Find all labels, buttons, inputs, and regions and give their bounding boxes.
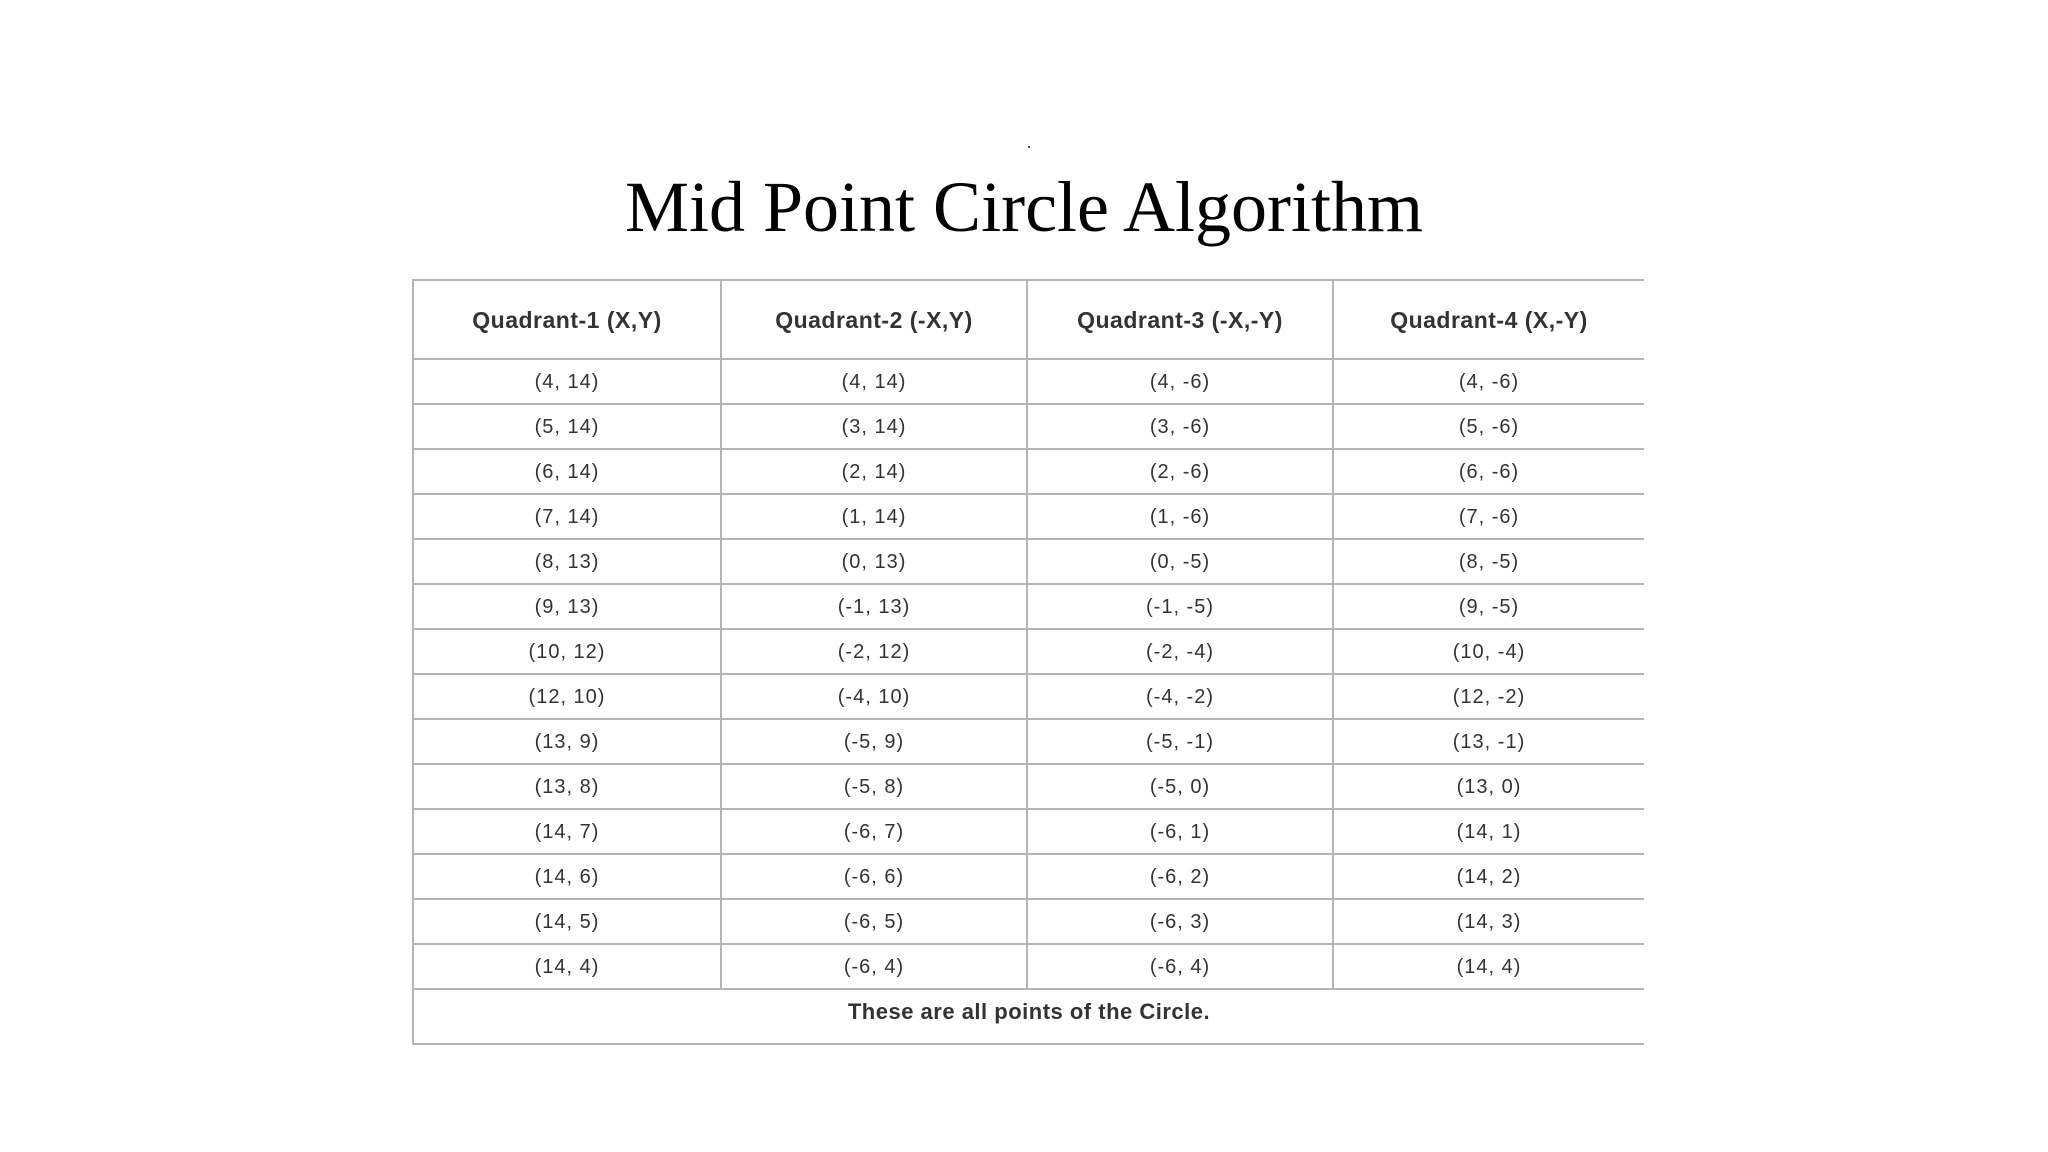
table-cell-quadrant-1: (14, 4) bbox=[413, 944, 721, 989]
table-cell-quadrant-3: (2, -6) bbox=[1027, 449, 1333, 494]
table-cell-quadrant-4: (8, -5) bbox=[1333, 539, 1644, 584]
header-quadrant-2: Quadrant-2 (-X,Y) bbox=[721, 280, 1027, 359]
table-cell-quadrant-1: (8, 13) bbox=[413, 539, 721, 584]
table-cell-quadrant-3: (4, -6) bbox=[1027, 359, 1333, 404]
table-row bbox=[413, 854, 1644, 899]
table-cell-quadrant-1: (10, 12) bbox=[413, 629, 721, 674]
table-row bbox=[413, 764, 1644, 809]
table-cell-quadrant-1: (7, 14) bbox=[413, 494, 721, 539]
table-cell-quadrant-2: (-4, 10) bbox=[721, 674, 1027, 719]
table-row bbox=[413, 944, 1644, 989]
table-cell-quadrant-4: (13, 0) bbox=[1333, 764, 1644, 809]
table-row bbox=[413, 719, 1644, 764]
table-cell-quadrant-1: (12, 10) bbox=[413, 674, 721, 719]
table-cell-quadrant-4: (14, 2) bbox=[1333, 854, 1644, 899]
table-cell-quadrant-4: (6, -6) bbox=[1333, 449, 1644, 494]
decorative-dot bbox=[1028, 146, 1030, 148]
table-cell-quadrant-2: (-5, 8) bbox=[721, 764, 1027, 809]
table-cell-quadrant-4: (12, -2) bbox=[1333, 674, 1644, 719]
table-cell-quadrant-1: (13, 9) bbox=[413, 719, 721, 764]
table-cell-quadrant-2: (-6, 7) bbox=[721, 809, 1027, 854]
table-row bbox=[413, 674, 1644, 719]
table-cell-quadrant-2: (1, 14) bbox=[721, 494, 1027, 539]
table-row bbox=[413, 359, 1644, 404]
table-cell-quadrant-3: (3, -6) bbox=[1027, 404, 1333, 449]
table-row bbox=[413, 449, 1644, 494]
table-container bbox=[412, 279, 1644, 1046]
table-cell-quadrant-3: (0, -5) bbox=[1027, 539, 1333, 584]
table-cell-quadrant-2: (-5, 9) bbox=[721, 719, 1027, 764]
table-row bbox=[413, 404, 1644, 449]
table-body bbox=[413, 359, 1644, 1044]
table-row bbox=[413, 494, 1644, 539]
table-cell-quadrant-2: (-2, 12) bbox=[721, 629, 1027, 674]
table-cell-quadrant-3: (-2, -4) bbox=[1027, 629, 1333, 674]
table-cell-quadrant-2: (-6, 5) bbox=[721, 899, 1027, 944]
table-cell-quadrant-3: (-4, -2) bbox=[1027, 674, 1333, 719]
table-cell-quadrant-3: (-6, 1) bbox=[1027, 809, 1333, 854]
table-cell-quadrant-2: (-1, 13) bbox=[721, 584, 1027, 629]
table-cell-quadrant-4: (14, 3) bbox=[1333, 899, 1644, 944]
table-header-row bbox=[413, 280, 1644, 359]
table-cell-quadrant-4: (13, -1) bbox=[1333, 719, 1644, 764]
table-row bbox=[413, 899, 1644, 944]
table-cell-quadrant-3: (-6, 3) bbox=[1027, 899, 1333, 944]
table-cell-quadrant-3: (-1, -5) bbox=[1027, 584, 1333, 629]
table-cell-quadrant-1: (14, 7) bbox=[413, 809, 721, 854]
table-cell-quadrant-3: (-5, 0) bbox=[1027, 764, 1333, 809]
table-row bbox=[413, 539, 1644, 584]
table-cell-quadrant-3: (-6, 4) bbox=[1027, 944, 1333, 989]
header-quadrant-3: Quadrant-3 (-X,-Y) bbox=[1027, 280, 1333, 359]
table-cell-quadrant-1: (6, 14) bbox=[413, 449, 721, 494]
table-cell-quadrant-4: (5, -6) bbox=[1333, 404, 1644, 449]
table-cell-quadrant-1: (4, 14) bbox=[413, 359, 721, 404]
table-row bbox=[413, 809, 1644, 854]
table-cell-quadrant-4: (9, -5) bbox=[1333, 584, 1644, 629]
table-cell-quadrant-2: (4, 14) bbox=[721, 359, 1027, 404]
slide-title: Mid Point Circle Algorithm bbox=[624, 167, 1423, 247]
header-quadrant-4: Quadrant-4 (X,-Y) bbox=[1333, 280, 1644, 359]
points-table bbox=[412, 279, 1644, 1045]
table-cell-quadrant-4: (7, -6) bbox=[1333, 494, 1644, 539]
table-cell-quadrant-3: (-6, 2) bbox=[1027, 854, 1333, 899]
table-cell-quadrant-4: (14, 4) bbox=[1333, 944, 1644, 989]
table-footer-note: These are all points of the Circle. bbox=[413, 989, 1644, 1044]
table-cell-quadrant-2: (0, 13) bbox=[721, 539, 1027, 584]
table-cell-quadrant-3: (1, -6) bbox=[1027, 494, 1333, 539]
header-quadrant-1: Quadrant-1 (X,Y) bbox=[413, 280, 721, 359]
table-cell-quadrant-2: (2, 14) bbox=[721, 449, 1027, 494]
table-cell-quadrant-2: (-6, 6) bbox=[721, 854, 1027, 899]
table-cell-quadrant-2: (3, 14) bbox=[721, 404, 1027, 449]
table-cell-quadrant-1: (14, 6) bbox=[413, 854, 721, 899]
table-cell-quadrant-4: (14, 1) bbox=[1333, 809, 1644, 854]
table-footer-row bbox=[413, 989, 1644, 1044]
table-cell-quadrant-1: (5, 14) bbox=[413, 404, 721, 449]
table-cell-quadrant-1: (13, 8) bbox=[413, 764, 721, 809]
table-row bbox=[413, 629, 1644, 674]
table-row bbox=[413, 584, 1644, 629]
table-cell-quadrant-2: (-6, 4) bbox=[721, 944, 1027, 989]
table-cell-quadrant-4: (4, -6) bbox=[1333, 359, 1644, 404]
table-cell-quadrant-1: (9, 13) bbox=[413, 584, 721, 629]
table-cell-quadrant-1: (14, 5) bbox=[413, 899, 721, 944]
table-cell-quadrant-4: (10, -4) bbox=[1333, 629, 1644, 674]
table-cell-quadrant-3: (-5, -1) bbox=[1027, 719, 1333, 764]
